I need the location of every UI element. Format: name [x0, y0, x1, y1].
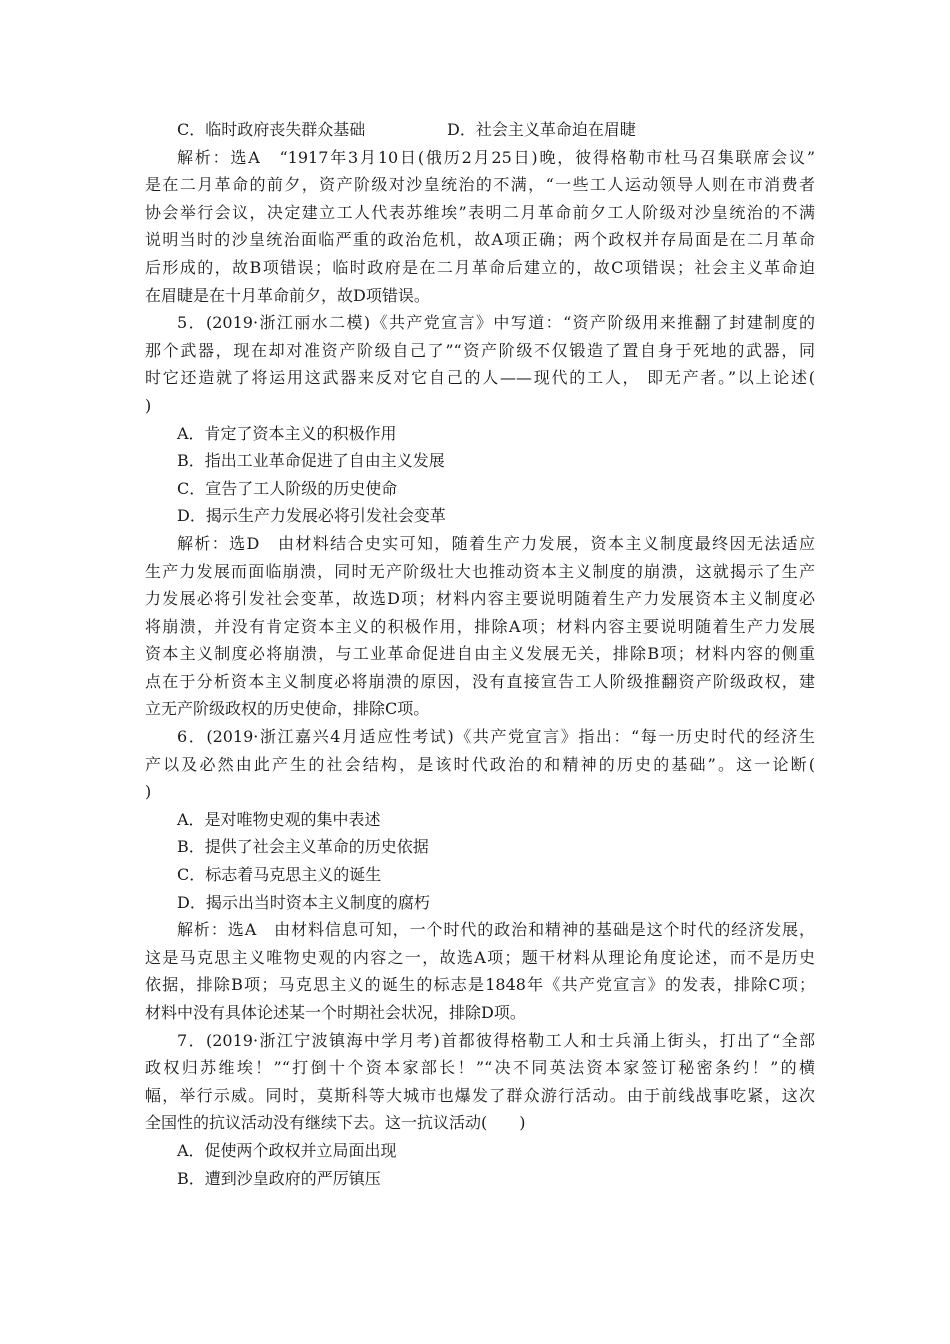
q7-option-b: B．遭到沙皇政府的严厉镇压 [177, 1168, 381, 1188]
q6-analysis-line: 材料中没有具体论述某一个时期社会状况，排除D项。 [145, 1003, 526, 1022]
q4-options-row [145, 116, 815, 144]
q6-analysis-line: 依据，排除B项；马克思主义的诞生的标志是1848年《共产党宣言》的发表，排除C项； [145, 975, 815, 995]
q4-analysis-line: 协会举行会议，决定建立工人代表苏维埃”表明二月革命前夕工人阶级对沙皇统治的不满 [145, 202, 815, 222]
q5-stem-line: 5．(2019·浙江丽水二模)《共产党宣言》中写道：“资产阶级用来推翻了封建制度的 [177, 313, 815, 333]
q6-option-b: B．提供了社会主义革命的历史依据 [177, 837, 429, 857]
q4-analysis-line: 说明当时的沙皇统治面临严重的政治危机，故A项正确；两个政权并存局面是在二月革命 [145, 230, 815, 250]
q6-options [145, 806, 815, 916]
q5-option-b: B．指出工业革命促进了自由主义发展 [177, 451, 445, 471]
q4-option-d: D．社会主义革命迫在眉睫 [447, 120, 636, 139]
q5-stem-line: 那个武器，现在却对准资产阶级自己了”“资产阶级不仅锻造了置自身于死地的武器，同 [145, 340, 815, 360]
q7-option-a: A．促使两个政权并立局面出现 [177, 1140, 397, 1160]
q7-stem-line: 7．(2019·浙江宁波镇海中学月考)首都彼得格勒工人和士兵涌上街头，打出了“全部 [177, 1030, 815, 1050]
q4-analysis-line: 解析：选A “1917年3月10日(俄历2月25日)晚，彼得格勒市杜马召集联席会议” [177, 147, 815, 167]
q5-analysis-line: 点在于分析资本主义制度必将崩溃的原因，没有直接宣告工人阶级推翻资产阶级政权，建 [145, 671, 815, 691]
q7-stem-line: 政权归苏维埃！”“打倒十个资本家部长！”“决不同英法资本家签订秘密条约！”的横 [145, 1058, 815, 1078]
q5-analysis-line: 将崩溃，并没有肯定资本主义的积极作用，排除A项；材料内容主要说明随着生产力发展 [145, 616, 815, 636]
q4-analysis-line: 在眉睫是在十月革命前夕，故D项错误。 [145, 285, 430, 305]
q6-option-c: C．标志着马克思主义的诞生 [177, 865, 382, 885]
q5-stem-line: ) [145, 395, 152, 415]
q6-stem-line: 产以及必然由此产生的社会结构，是该时代政治的和精神的历史的基础”。这一论断( [145, 754, 815, 774]
q5-analysis-line: 立无产阶级政权的历史使命，排除C项。 [145, 699, 430, 719]
q6-stem-line: ) [145, 782, 152, 802]
q4-analysis [145, 144, 815, 310]
q7-options [145, 1137, 815, 1192]
q5-analysis-line: 力发展必将引发社会变革，故选D项；材料内容主要说明随着生产力发展资本主义制度必 [145, 589, 815, 609]
q5-analysis-line: 生产力发展而面临崩溃，同时无产阶级壮大也推动资本主义制度的崩溃，这就揭示了生产 [145, 561, 815, 581]
q5-analysis [145, 530, 815, 723]
q5-analysis-line: 解析：选D 由材料结合史实可知，随着生产力发展，资本主义制度最终因无法适应 [177, 533, 815, 553]
document-body [145, 116, 815, 1192]
q6-option-a: A．是对唯物史观的集中表述 [177, 809, 381, 829]
q6-stem [145, 723, 815, 806]
q4-analysis-line: 是在二月革命的前夕，资产阶级对沙皇统治的不满，“一些工人运动领导人则在市消费者 [145, 175, 815, 195]
q6-analysis-line: 解析：选A 由材料信息可知，一个时代的政治和精神的基础是这个时代的经济发展， [177, 920, 815, 940]
q7-stem-line: 全国性的抗议活动没有继续下去。这一抗议活动( ) [145, 1113, 526, 1133]
q7-stem-line: 幅，举行示威。同时，莫斯科等大城市也爆发了群众游行活动。由于前线战事吃紧，这次 [145, 1085, 815, 1105]
q7-stem [145, 1027, 815, 1137]
q5-option-a: A．肯定了资本主义的积极作用 [177, 423, 397, 443]
q5-stem-line: 时它还造就了将运用这武器来反对它自己的人——现代的工人， 即无产者。”以上论述( [145, 368, 815, 388]
q4-analysis-line: 后形成的，故B项错误；临时政府是在二月革命后建立的，故C项错误；社会主义革命迫 [145, 257, 815, 277]
q4-option-c: C．临时政府丧失群众基础 [177, 120, 366, 139]
q5-options [145, 420, 815, 530]
q5-option-c: C．宣告了工人阶级的历史使命 [177, 478, 398, 498]
q6-analysis-line: 这是马克思主义唯物史观的内容之一，故选A项；题干材料从理论角度论述，而不是历史 [145, 947, 815, 967]
q6-stem-line: 6．(2019·浙江嘉兴4月适应性考试)《共产党宣言》指出：“每一历史时代的经济生 [177, 727, 815, 747]
q5-stem [145, 309, 815, 419]
q5-option-d: D．揭示生产力发展必将引发社会变革 [177, 506, 446, 526]
q6-option-d: D．揭示出当时资本主义制度的腐朽 [177, 892, 430, 912]
q5-analysis-line: 资本主义制度必将崩溃，与工业革命促进自由主义发展无关，排除B项；材料内容的侧重 [145, 644, 815, 664]
q6-analysis [145, 916, 815, 1026]
